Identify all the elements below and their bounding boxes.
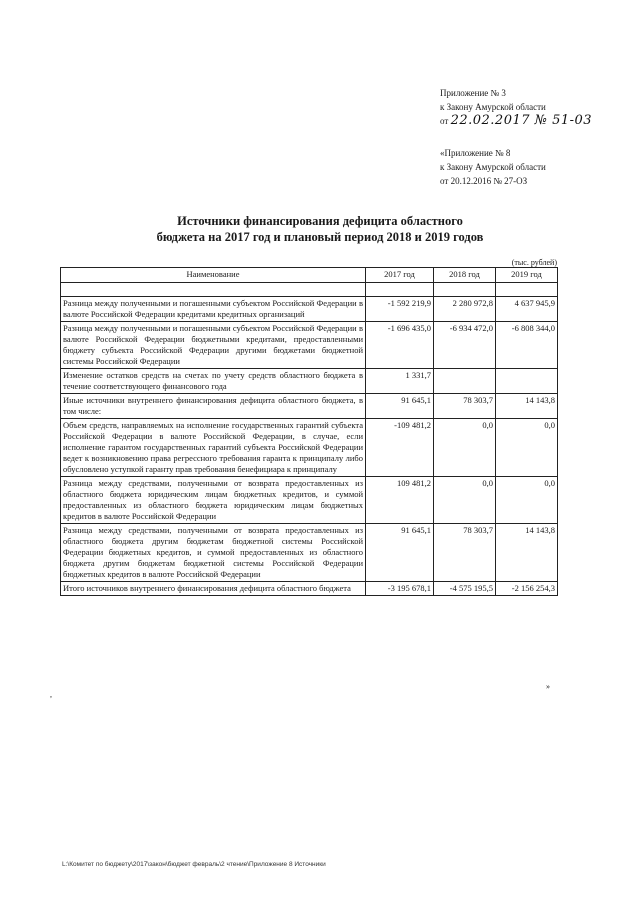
table-row <box>61 419 558 477</box>
spacer-cell <box>61 283 366 297</box>
appendix-3-prefix: от <box>440 116 449 126</box>
spacer-cell <box>366 283 434 297</box>
table-row <box>61 322 558 369</box>
row-value-2017: 91 645,1 <box>366 394 434 419</box>
appendix-8-block <box>440 146 546 188</box>
row-value-2019: 14 143,8 <box>496 524 558 582</box>
header-2019: 2019 год <box>496 268 558 283</box>
table-row <box>61 394 558 419</box>
file-path-footer: L:\Комитет по бюджету\2017\закон\бюджет февраль\2 чтение\Приложение 8 Источники <box>62 861 326 868</box>
row-value-2019: 4 637 945,9 <box>496 297 558 322</box>
appendix-8-date: от 20.12.2016 № 27-ОЗ <box>440 176 528 186</box>
row-value-2017: -3 195 678,1 <box>366 582 434 596</box>
appendix-8-law: к Закону Амурской области <box>440 162 546 172</box>
header-2017: 2017 год <box>366 268 434 283</box>
row-value-2018: 78 303,7 <box>434 524 496 582</box>
header-name: Наименование <box>61 268 366 283</box>
row-name-cell: Иные источники внутреннего финансирования дефицита областного бюджета, в том числе: <box>61 394 366 419</box>
appendix-3-law: к Закону Амурской области <box>440 102 546 112</box>
row-value-2018 <box>434 369 496 394</box>
appendix-8-number: «Приложение № 8 <box>440 148 511 158</box>
row-value-2017: -1 592 219,9 <box>366 297 434 322</box>
row-value-2019: 14 143,8 <box>496 394 558 419</box>
row-value-2017: 91 645,1 <box>366 524 434 582</box>
table-header-row <box>61 268 558 283</box>
units-label: (тыс. рублей) <box>511 258 557 267</box>
spacer-cell <box>496 283 558 297</box>
row-value-2019: -2 156 254,3 <box>496 582 558 596</box>
row-name-cell: Объем средств, направляемых на исполнение государственных гарантий субъекта Российской Федерации в валюте Российской Федерации, в случае, если исполнение гарантом государственных гарантий субъекта Российской Федерации ведет к возникновению права регрессного требования гаранта к принципалу либо обусловлено уступкой гаранту прав требования бенефициара к принципалу <box>61 419 366 477</box>
row-name-cell: Разница между полученными и погашенными субъектом Российской Федерации в валюте Российской Федерации кредитами кредитных организаций <box>61 297 366 322</box>
row-value-2019: -6 808 344,0 <box>496 322 558 369</box>
row-value-2018: 0,0 <box>434 419 496 477</box>
header-2018: 2018 год <box>434 268 496 283</box>
row-value-2018: -6 934 472,0 <box>434 322 496 369</box>
spacer-cell <box>434 283 496 297</box>
table-spacer-row <box>61 283 558 297</box>
row-name-cell: Итого источников внутреннего финансирования дефицита областного бюджета <box>61 582 366 596</box>
row-value-2018: 78 303,7 <box>434 394 496 419</box>
financing-sources-table <box>60 267 558 596</box>
table-row <box>61 369 558 394</box>
appendix-3-number: Приложение № 3 <box>440 88 506 98</box>
title-line-2: бюджета на 2017 год и плановый период 2018 и 2019 годов <box>156 230 484 244</box>
table-row <box>61 297 558 322</box>
row-name-cell: Разница между средствами, полученными от возврата предоставленных из областного бюджета юридическим лицам бюджетных кредитов, и суммой предоставленных из областного бюджета юридическим лицам бюджетных кредитов в валюте Российской Федерации <box>61 477 366 524</box>
row-value-2017: -1 696 435,0 <box>366 322 434 369</box>
row-name-cell: Разница между средствами, полученными от возврата предоставленных из областного бюджета другим бюджетам бюджетной системы Российской Федерации бюджетных кредитов, и суммой предоставленных из областного бюджета другим бюджетам бюджетной системы Российской Федерации бюджетных кредитов в валюте Российской Федерации <box>61 524 366 582</box>
page-mark: , <box>50 690 52 699</box>
row-value-2017: 109 481,2 <box>366 477 434 524</box>
row-value-2018: 0,0 <box>434 477 496 524</box>
document-title <box>60 213 580 245</box>
table-row <box>61 477 558 524</box>
row-value-2017: 1 331,7 <box>366 369 434 394</box>
row-name-cell: Изменение остатков средств на счетах по учету средств областного бюджета в течение соответствующего финансового года <box>61 369 366 394</box>
row-value-2019: 0,0 <box>496 419 558 477</box>
row-value-2018: 2 280 972,8 <box>434 297 496 322</box>
row-value-2017: -109 481,2 <box>366 419 434 477</box>
row-value-2018: -4 575 195,5 <box>434 582 496 596</box>
closing-quote-mark: » <box>546 682 550 691</box>
row-value-2019 <box>496 369 558 394</box>
row-value-2019: 0,0 <box>496 477 558 524</box>
table-row <box>61 582 558 596</box>
appendix-3-date-line <box>440 114 592 128</box>
row-name-cell: Разница между полученными и погашенными субъектом Российской Федерации в валюте Российской Федерации бюджетными кредитами, предоставленными бюджету субъекта Российской Федерации другими бюджетами бюджетной системы Российской Федерации <box>61 322 366 369</box>
table-row <box>61 524 558 582</box>
title-line-1: Источники финансирования дефицита областного <box>177 214 463 228</box>
handwritten-date-number: 22.02.2017 № 51-03 <box>450 113 593 128</box>
appendix-3-block <box>440 86 592 128</box>
